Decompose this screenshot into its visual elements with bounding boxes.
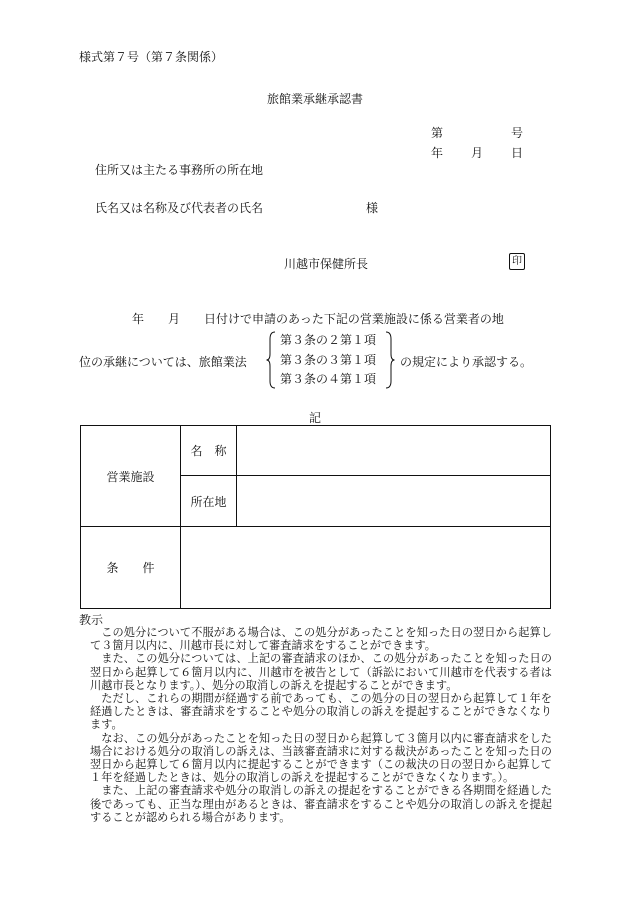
conditions-value[interactable] <box>181 527 551 609</box>
record-heading: 記 <box>308 411 321 425</box>
clause-item: 第３条の２第１項 <box>280 333 377 347</box>
right-brace-icon <box>385 331 395 389</box>
date-day: 日 <box>511 146 524 160</box>
body-line-1: 年 月 日付けで申請のあった下記の営業施設に係る営業者の地 <box>132 312 504 326</box>
notice-paragraph: また、上記の審査請求や処分の取消しの訴えの提起をすることができる各期間を経過した後であっても、正当な理由があるときは、審査請求をすることや処分の取消しの訴えを提起することが認められる場合があります。 <box>90 784 552 824</box>
date-year: 年 <box>431 146 444 160</box>
body-line-2-suffix: の規定により承認する。 <box>400 355 533 369</box>
body-line-2-prefix: 位の承継については、旅館業法 <box>79 355 247 369</box>
notice-body <box>90 626 552 824</box>
facility-location-label: 所在地 <box>181 476 237 527</box>
seal-mark: 印 <box>509 253 525 270</box>
date-month: 月 <box>471 146 484 160</box>
number-prefix: 第 <box>431 126 444 140</box>
notice-paragraph: ただし、これらの期間が経過する前であっても、この処分の日の翌日から起算して１年を経過したときは、審査請求をすることや処分の取消しの訴えを提起することができなくなります。 <box>90 692 552 732</box>
facility-location-value[interactable] <box>237 476 551 527</box>
notice-paragraph: なお、この処分があったことを知った日の翌日から起算して３箇月以内に審査請求をした場合における処分の取消しの訴えは、当該審査請求に対する裁決があったことを知った日の翌日から起算して６箇月以内に提起することができます（この裁決の日の翌日から起算して１年を経過したときは、処分の取消しの訴えを提起することができなくなります。）。 <box>90 731 552 785</box>
notice-paragraph: また、この処分については、上記の審査請求のほか、この処分があったことを知った日の翌日から起算して６箇月以内に、川越市を被告として（訴訟において川越市を代表する者は川越市長となります。）、処分の取消しの訴えを提起することができます。 <box>90 652 552 692</box>
record-table <box>80 425 551 609</box>
facility-label: 営業施設 <box>81 426 181 527</box>
notice-heading: 教示 <box>79 613 104 627</box>
facility-name-label: 名 称 <box>181 426 237 476</box>
honorific: 様 <box>366 201 379 215</box>
name-label: 氏名又は名称及び代表者の氏名 <box>95 201 264 215</box>
notice-paragraph: この処分について不服がある場合は、この処分があったことを知った日の翌日から起算して３箇月以内に、川越市長に対して審査請求をすることができます。 <box>90 626 552 653</box>
number-suffix: 号 <box>511 126 524 140</box>
left-brace-icon <box>266 331 276 389</box>
document-title: 旅館業承継承認書 <box>266 92 363 106</box>
conditions-label: 条 件 <box>81 527 181 609</box>
clause-item: 第３条の３第１項 <box>280 352 377 367</box>
clause-list <box>280 331 376 390</box>
facility-name-value[interactable] <box>237 426 551 476</box>
address-label: 住所又は主たる事務所の所在地 <box>95 163 264 177</box>
clause-item: 第３条の４第１項 <box>280 372 377 386</box>
form-number: 様式第７号（第７条関係） <box>79 50 224 64</box>
issuer-title: 川越市保健所長 <box>284 257 369 271</box>
